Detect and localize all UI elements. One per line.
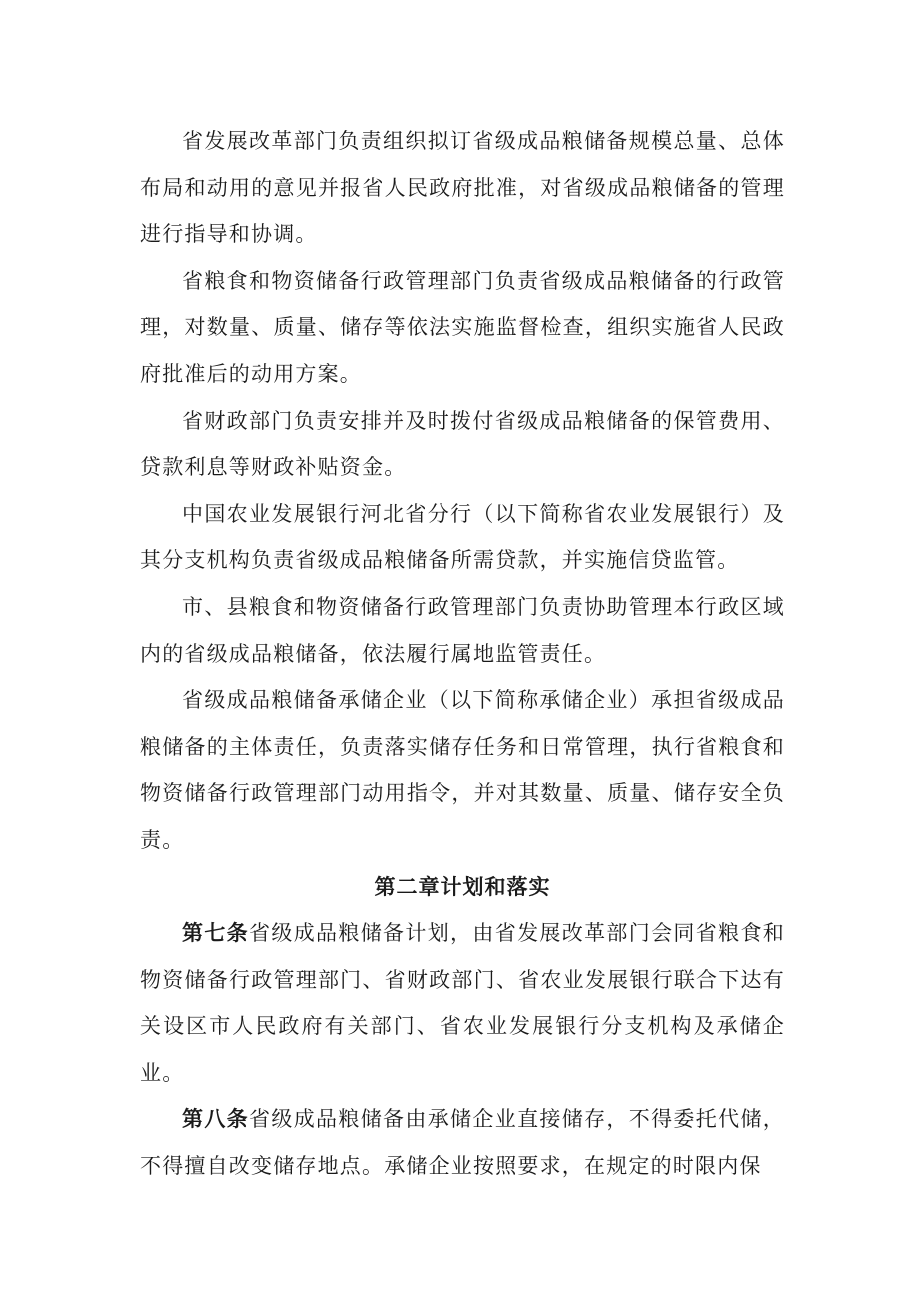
article-7-text: 省级成品粮储备计划，由省发展改革部门会同省粮食和物资储备行政管理部门、省财政部门、省农业发展银行联合下达有关设区市人民政府有关部门、省农业发展银行分支机构及承储企业。 [140, 921, 785, 1085]
paragraph-finance-duties: 省财政部门负责安排并及时拨付省级成品粮储备的保管费用、贷款利息等财政补贴资金。 [140, 408, 785, 480]
article-8-text: 省级成品粮储备由承储企业直接储存，不得委托代储，不得擅自改变储存地点。承储企业按照要求，在规定的时限内保 [140, 1107, 785, 1179]
article-7 [140, 910, 785, 1096]
article-7-label: 第七条 [182, 921, 250, 946]
document-body [140, 118, 785, 1190]
article-8-label: 第八条 [182, 1107, 250, 1132]
paragraph-storage-enterprise-duties: 省级成品粮储备承储企业（以下简称承储企业）承担省级成品粮储备的主体责任，负责落实储存任务和日常管理，执行省粮食和物资储备行政管理部门动用指令，并对其数量、质量、储存安全负责。 [140, 688, 785, 852]
chapter-heading: 第二章计划和落实 [374, 874, 551, 899]
paragraph-development-reform-duties: 省发展改革部门负责组织拟订省级成品粮储备规模总量、总体布局和动用的意见并报省人民政府批准，对省级成品粮储备的管理进行指导和协调。 [140, 129, 785, 247]
paragraph-local-duties: 市、县粮食和物资储备行政管理部门负责协助管理本行政区域内的省级成品粮储备，依法履行属地监管责任。 [140, 594, 785, 666]
paragraph-bank-duties: 中国农业发展银行河北省分行（以下简称省农业发展银行）及其分支机构负责省级成品粮储备所需贷款，并实施信贷监管。 [140, 501, 785, 573]
article-8 [140, 1096, 785, 1189]
paragraph-grain-admin-duties: 省粮食和物资储备行政管理部门负责省级成品粮储备的行政管理，对数量、质量、储存等依法实施监督检查，组织实施省人民政府批准后的动用方案。 [140, 268, 785, 386]
